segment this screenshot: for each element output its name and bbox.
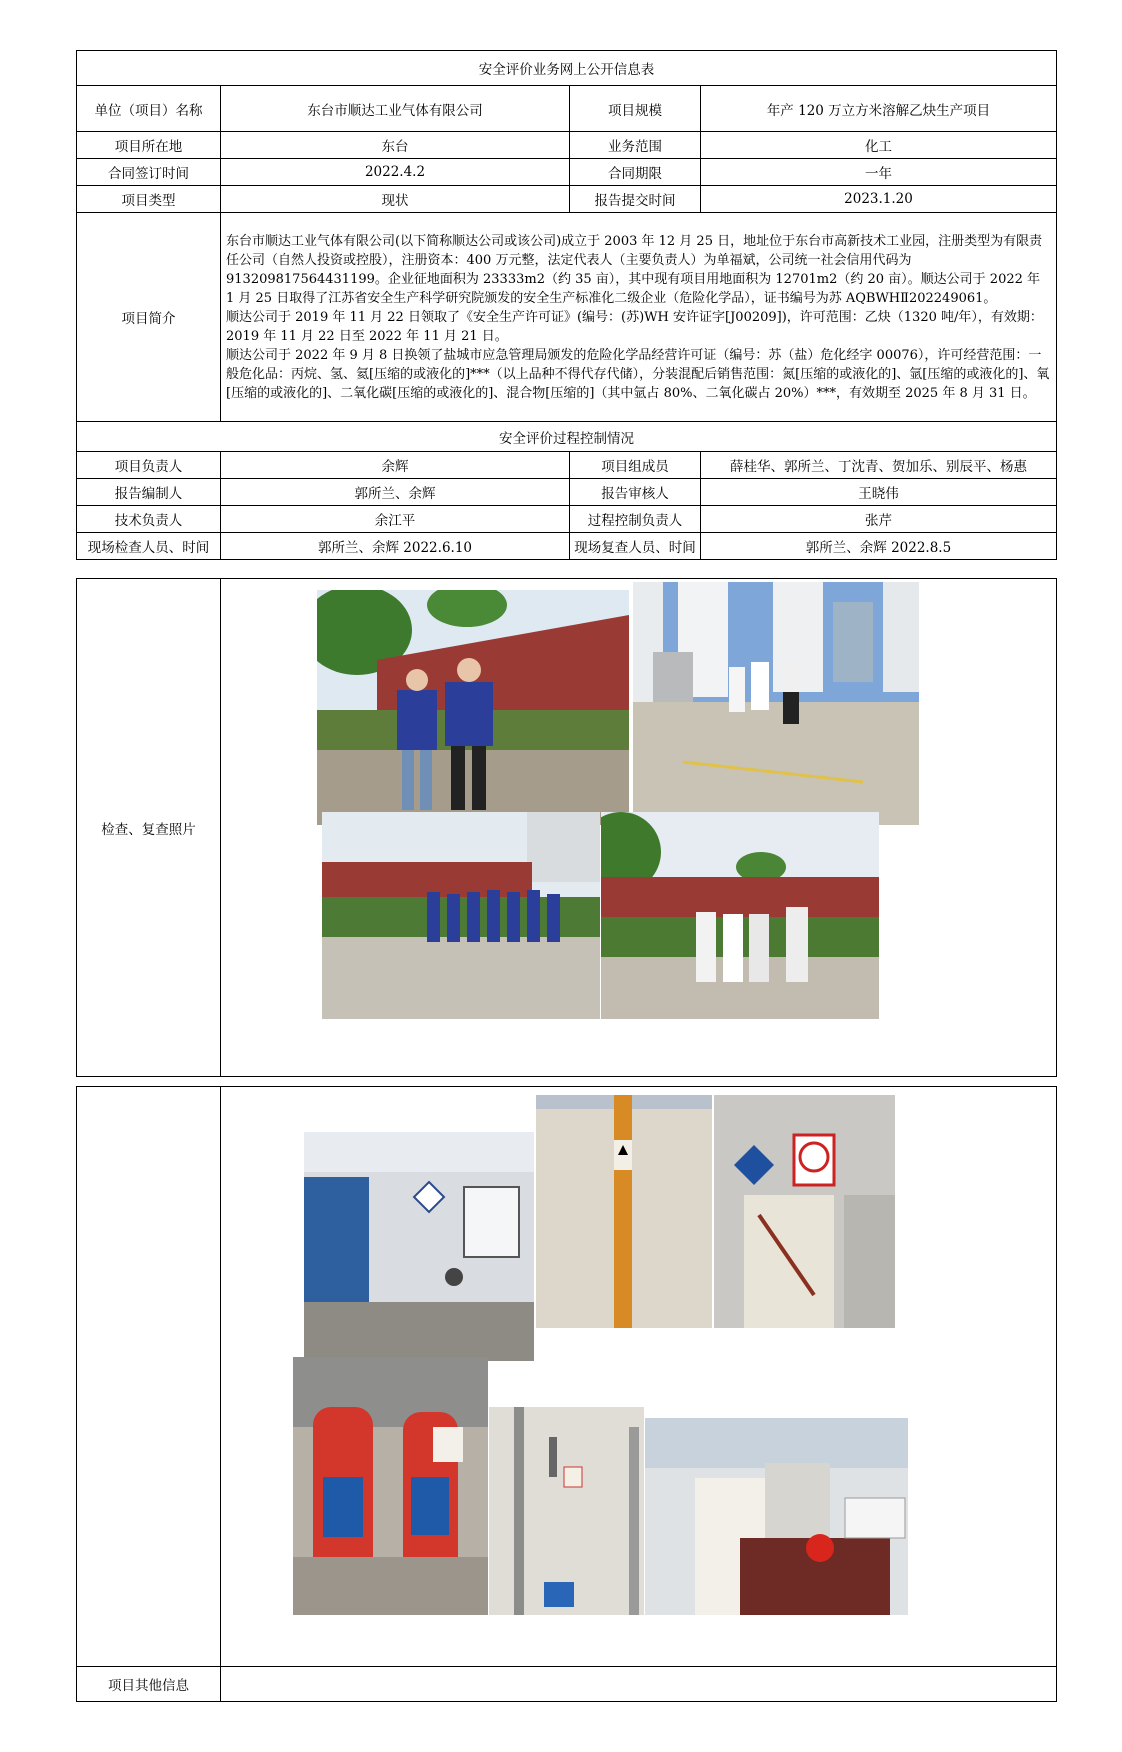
- label-photos-2: [77, 1087, 221, 1667]
- label-project-intro: 项目简介: [77, 213, 221, 422]
- photo-area: [221, 579, 1057, 1077]
- inspection-photo: [322, 812, 600, 1019]
- label-process-controller: 过程控制负责人: [570, 506, 701, 533]
- table-title: 安全评价业务网上公开信息表: [77, 51, 1057, 86]
- value-contract-period: 一年: [701, 159, 1057, 186]
- value-tech-leader: 余江平: [221, 506, 570, 533]
- value-site-reinspection: 郭所兰、余辉 2022.8.5: [701, 533, 1057, 560]
- value-site-inspection: 郭所兰、余辉 2022.6.10: [221, 533, 570, 560]
- label-project-type: 项目类型: [77, 186, 221, 213]
- process-section-heading: 安全评价过程控制情况: [77, 422, 1057, 452]
- label-unit-name: 单位（项目）名称: [77, 86, 221, 132]
- intro-paragraph: 顺达公司于 2022 年 9 月 8 日换领了盐城市应急管理局颁发的危险化学品经营许可证（编号：苏（盐）危化经字 00076），许可经营范围：一般危化品：丙烷、氢、氦[压缩的或液化的]***（以上品种不得代存代储），分装混配后销售范围：氮[压缩的或液化的]、氩[压缩的或液化的]、氧[压缩的或液化的]、二氧化碳[压缩的或液化的]、混合物[压缩的]（其中氩占 80%、二氧化碳占 20%）***，有效期至 2025 年 8 月 31 日。: [226, 347, 1050, 401]
- photo-area-2: [221, 1087, 1057, 1667]
- value-report-submit-time: 2023.1.20: [701, 186, 1057, 213]
- label-project-leader: 项目负责人: [77, 452, 221, 479]
- intro-paragraph: 顺达公司于 2019 年 11 月 22 日领取了《安全生产许可证》(编号：(苏)WH 安许证字[J00209])，许可范围：乙炔（1320 吨/年），有效期：2019 年 11 月 22 日至 2022 年 11 月 21 日。: [226, 309, 1043, 344]
- label-report-reviewer: 报告审核人: [570, 479, 701, 506]
- value-project-location: 东台: [221, 132, 570, 159]
- value-unit-name: 东台市顺达工业气体有限公司: [221, 86, 570, 132]
- value-report-compiler: 郭所兰、余辉: [221, 479, 570, 506]
- inspection-photo: [293, 1357, 488, 1615]
- label-report-submit-time: 报告提交时间: [570, 186, 701, 213]
- value-contract-date: 2022.4.2: [221, 159, 570, 186]
- value-report-reviewer: 王晓伟: [701, 479, 1057, 506]
- label-site-reinspection: 现场复查人员、时间: [570, 533, 701, 560]
- inspection-photo: [489, 1407, 644, 1615]
- inspection-photo: [601, 812, 879, 1019]
- inspection-photo: [633, 582, 919, 825]
- value-other-info: [221, 1667, 1057, 1702]
- value-process-controller: 张芹: [701, 506, 1057, 533]
- inspection-photo: [317, 590, 629, 825]
- inspection-photo: [714, 1095, 895, 1328]
- photos-table-2: [76, 1086, 1057, 1702]
- label-business-scope: 业务范围: [570, 132, 701, 159]
- value-project-members: 薛桂华、郭所兰、丁沈青、贺加乐、别辰平、杨惠: [701, 452, 1057, 479]
- project-intro: [221, 213, 1057, 422]
- inspection-photo: [304, 1132, 534, 1361]
- label-site-inspection: 现场检查人员、时间: [77, 533, 221, 560]
- value-project-scale: 年产 120 万立方米溶解乙炔生产项目: [701, 86, 1057, 132]
- label-project-scale: 项目规模: [570, 86, 701, 132]
- value-project-leader: 余辉: [221, 452, 570, 479]
- photos-table: [76, 578, 1057, 1077]
- info-table: [76, 50, 1057, 560]
- value-project-type: 现状: [221, 186, 570, 213]
- value-business-scope: 化工: [701, 132, 1057, 159]
- label-report-compiler: 报告编制人: [77, 479, 221, 506]
- label-project-members: 项目组成员: [570, 452, 701, 479]
- label-contract-period: 合同期限: [570, 159, 701, 186]
- inspection-photo: [536, 1095, 712, 1328]
- intro-paragraph: 东台市顺达工业气体有限公司(以下简称顺达公司或该公司)成立于 2003 年 12 月 25 日，地址位于东台市高新技术工业园，注册类型为有限责任公司（自然人投资或控股），注册资本：400 万元整，法定代表人（主要负责人）为单福斌，公司统一社会信用代码为 913209817564431199。企业征地面积为 23333m2（约 35 亩），其中现有项目用地面积为 12701m2（约 20 亩）。顺达公司于 2022 年 1 月 25 日取得了江苏省安全生产科学研究院颁发的安全生产标准化二级企业（危险化学品），证书编号为苏 AQBWHⅡ202249061。: [226, 233, 1043, 306]
- label-tech-leader: 技术负责人: [77, 506, 221, 533]
- label-contract-date: 合同签订时间: [77, 159, 221, 186]
- label-project-location: 项目所在地: [77, 132, 221, 159]
- label-photos: 检查、复查照片: [77, 579, 221, 1077]
- label-other-info: 项目其他信息: [77, 1667, 221, 1702]
- inspection-photo: [645, 1418, 908, 1615]
